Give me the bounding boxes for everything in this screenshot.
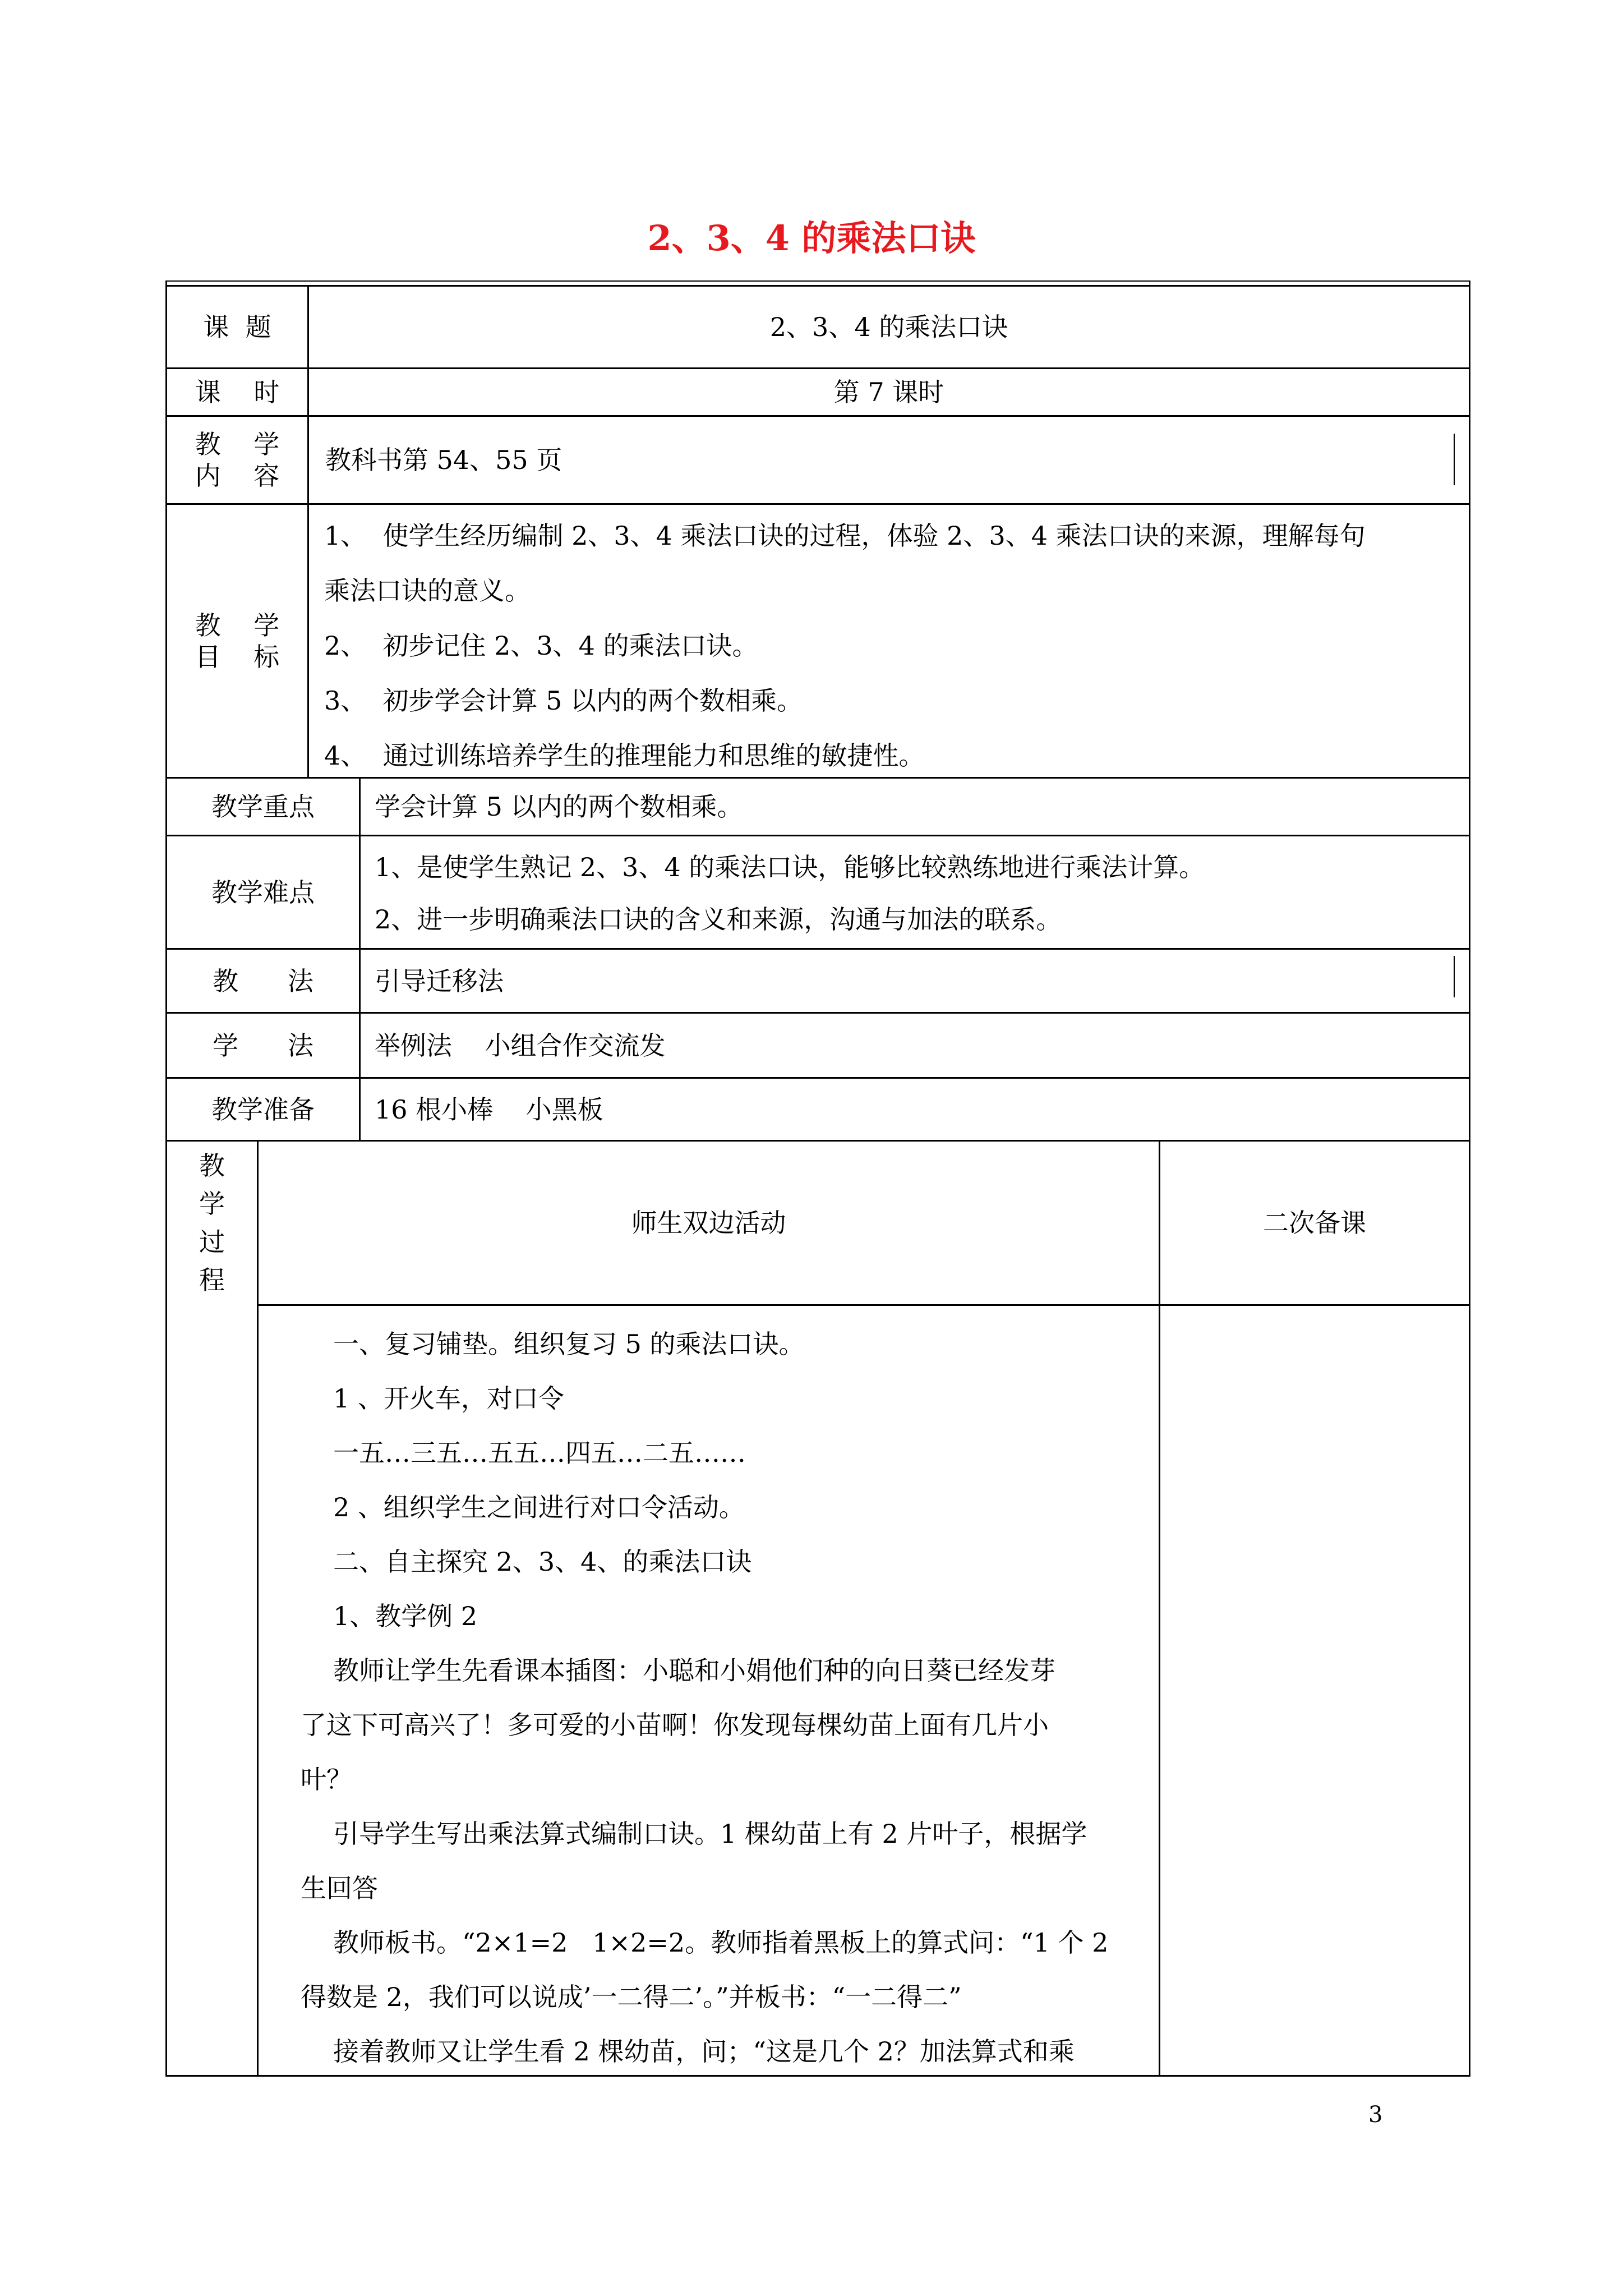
activity-line: 二、自主探究 2、3、4、的乘法口诀	[333, 1547, 752, 1577]
goal-line: 3、 初步学会计算 5 以内的两个数相乘。	[324, 685, 803, 716]
table-border-top-inner	[165, 280, 1470, 282]
goals-label	[167, 505, 307, 777]
stray-mark	[1454, 956, 1455, 997]
activity-line: 生回答	[301, 1873, 378, 1903]
activity-line: 教师让学生先看课本插图：小聪和小娟他们种的向日葵已经发芽	[333, 1655, 1055, 1686]
table-border-right	[1469, 280, 1470, 2077]
content-label-line1: 教 学	[195, 429, 280, 459]
goal-line: 乘法口诀的意义。	[324, 576, 531, 606]
content-label	[167, 417, 307, 503]
activity-line: 接着教师又让学生看 2 棵幼苗，问；“这是几个 2？加法算式和乘	[333, 2036, 1075, 2067]
goals-label-line1: 教 学	[195, 610, 280, 641]
content-label-line2: 内 容	[195, 461, 280, 491]
goal-line: 1、 使学生经历编制 2、3、4 乘法口诀的过程，体验 2、3、4 乘法口诀的来源，理解每句	[324, 521, 1366, 551]
topic-label: 课 题	[203, 312, 271, 342]
row-divider	[165, 835, 1470, 836]
activity-header: 师生双边活动	[631, 1208, 786, 1238]
preparation-label: 教学准备	[211, 1094, 315, 1125]
row-divider	[257, 1304, 1470, 1306]
page-number: 3	[1368, 2102, 1383, 2128]
process-label-char: 学	[199, 1189, 225, 1219]
goal-line: 4、 通过训练培养学生的推理能力和思维的敏捷性。	[324, 740, 925, 771]
process-label-char: 过	[199, 1227, 225, 1257]
activity-content	[301, 1317, 1156, 2074]
row-divider	[165, 503, 1470, 505]
activity-line: 一、复习铺垫。组织复习 5 的乘法口诀。	[333, 1329, 805, 1359]
period-value: 第 7 课时	[833, 377, 944, 407]
difficulty-label: 教学难点	[211, 877, 315, 908]
difficulty-list	[375, 841, 1463, 946]
learning-method-label: 学 法	[213, 1030, 313, 1061]
document-title: 2、3、4 的乘法口诀	[647, 218, 976, 259]
goal-line: 2、 初步记住 2、3、4 的乘法口诀。	[324, 631, 758, 661]
activity-line: 叶？	[301, 1764, 352, 1795]
goals-list	[324, 508, 1463, 775]
activity-line: 1、教学例 2	[333, 1601, 478, 1631]
label-column-divider	[359, 777, 361, 1142]
key-point-value: 学会计算 5 以内的两个数相乘。	[375, 792, 743, 822]
difficulty-line: 2、进一步明确乘法口诀的含义和来源，沟通与加法的联系。	[375, 904, 1062, 935]
activity-line: 了这下可高兴了！多可爱的小苗啊！你发现每棵幼苗上面有几片小	[301, 1710, 1049, 1740]
activity-line: 教师板书。“2×1=2 1×2=2。教师指着黑板上的算式问：“1 个 2	[333, 1927, 1109, 1958]
notes-header: 二次备课	[1263, 1208, 1366, 1238]
activity-line: 2 、组织学生之间进行对口令活动。	[333, 1492, 745, 1522]
activity-line: 得数是 2，我们可以说成’一二得二’。”并板书：“一二得二”	[301, 1982, 962, 2012]
difficulty-line: 1、是使学生熟记 2、3、4 的乘法口诀，能够比较熟练地进行乘法计算。	[375, 852, 1205, 882]
topic-value: 2、3、4 的乘法口诀	[769, 312, 1008, 342]
key-point-label: 教学重点	[211, 792, 315, 822]
content-value: 教科书第 54、55 页	[325, 445, 562, 475]
process-label-char: 程	[199, 1265, 225, 1295]
period-label: 课 时	[195, 377, 280, 407]
goals-label-line2: 目 标	[195, 641, 280, 672]
preparation-value: 16 根小棒 小黑板	[375, 1094, 603, 1125]
learning-method-value: 举例法 小组合作交流发	[375, 1030, 666, 1061]
process-label-char: 教	[199, 1151, 225, 1181]
activity-line: 一五…三五…五五…四五…二五……	[333, 1438, 746, 1468]
activity-line: 1 、开火车，对口令	[333, 1383, 564, 1414]
activity-line: 引导学生写出乘法算式编制口诀。1 棵幼苗上有 2 片叶子，根据学	[333, 1819, 1087, 1849]
process-label	[167, 1142, 257, 1304]
stray-mark	[1454, 434, 1455, 485]
teaching-method-value: 引导迁移法	[375, 965, 504, 996]
teaching-method-label: 教 法	[213, 965, 313, 996]
